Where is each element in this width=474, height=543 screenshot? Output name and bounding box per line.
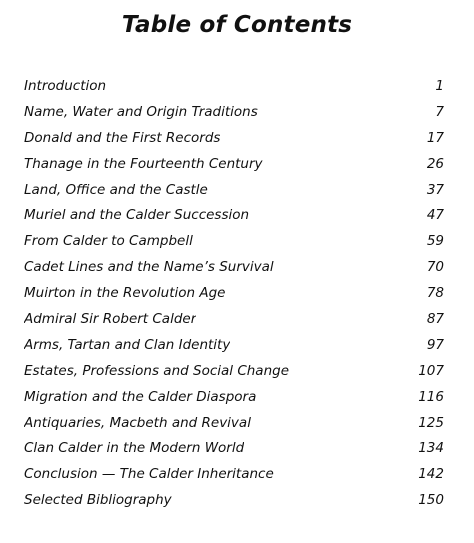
toc-entry-title: Selected Bibliography [24,492,172,509]
toc-entry [24,462,444,488]
toc-entry-title: Muriel and the Calder Succession [24,207,250,224]
toc-entry [24,152,444,178]
toc-entry-page-number: 37 [426,181,444,198]
toc-entry-title: From Calder to Campbell [24,233,193,250]
toc-entry-title: Introduction [24,78,107,94]
toc-entry-title: Admiral Sir Robert Calder [24,311,197,328]
toc-entry-title: Thanage in the Fourteenth Century [24,155,263,172]
toc-entry-title: Land, Office and the Castle [24,181,208,198]
toc-entry-page-number: 26 [426,155,444,172]
toc-entry [24,178,444,204]
toc-entry-page-number: 107 [418,362,444,379]
toc-entry-title: Name, Water and Origin Traditions [24,103,258,120]
toc-entry-title: Arms, Tartan and Clan Identity [24,336,231,353]
toc-entry [24,100,444,126]
toc-entry-page-number: 116 [418,388,444,405]
toc-entry-title: Antiquaries, Macbeth and Revival [24,414,251,431]
toc-entry-title: Donald and the First Records [24,129,221,146]
toc-entry-page-number: 97 [426,336,444,353]
toc-entry [24,281,444,307]
toc-entry-page-number: 17 [426,129,444,146]
toc-entry [24,203,444,229]
toc-entry-page-number: 70 [426,259,444,276]
toc-entry-title: Clan Calder in the Modern World [24,440,245,457]
toc-entry-title: Estates, Professions and Social Change [24,362,290,379]
toc-entry-page-number: 7 [435,103,444,120]
toc-entry-title: Cadet Lines and the Name’s Survival [24,259,274,276]
toc-entry-page-number: 78 [426,285,444,302]
toc-entry [24,411,444,437]
toc-entry-title: Migration and the Calder Diaspora [24,388,257,405]
toc-entry [24,436,444,462]
toc-entry-page-number: 87 [426,311,444,328]
toc-entry-page-number: 47 [426,207,444,224]
toc-entry [24,126,444,152]
toc-entry [24,488,444,514]
toc-entry-page-number: 142 [418,466,444,483]
toc-entry-page-number: 1 [435,78,444,94]
toc-entry [24,255,444,281]
toc-entry [24,385,444,411]
toc-entry-title: Conclusion — The Calder Inheritance [24,466,274,483]
toc-entry-page-number: 134 [418,440,444,457]
page-title: Table of Contents [121,12,353,38]
toc-entry [24,229,444,255]
toc-entry-page-number: 125 [418,414,444,431]
toc-entry [24,307,444,333]
toc-entry [24,74,444,100]
toc-entry-page-number: 150 [418,492,444,509]
toc-entry [24,333,444,359]
toc-list [24,74,444,514]
toc-entry [24,359,444,385]
toc-entry-title: Muirton in the Revolution Age [24,285,226,302]
toc-entry-page-number: 59 [426,233,444,250]
